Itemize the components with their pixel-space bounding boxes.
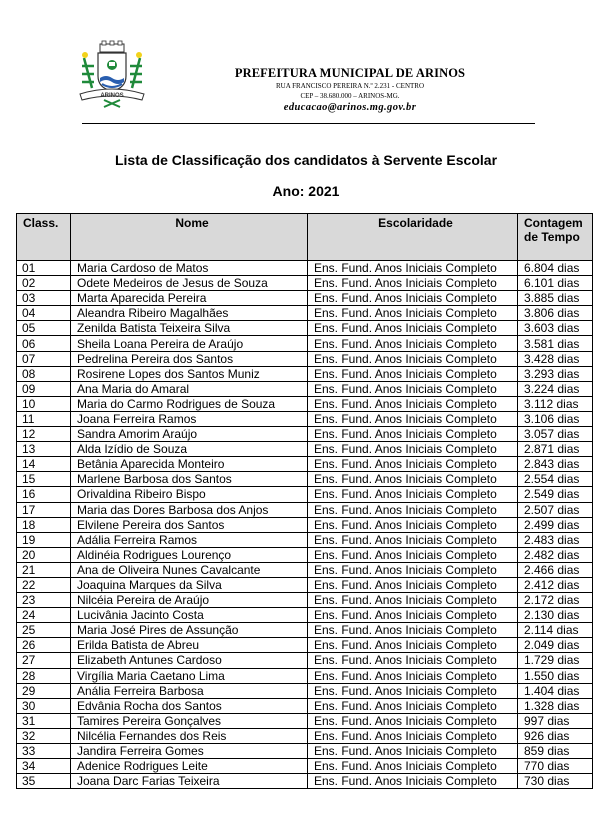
header-contagem-de-tempo: Contagem de Tempo <box>518 214 593 261</box>
cell-nome: Erilda Batista de Abreu <box>71 638 308 653</box>
cell-nome: Maria do Carmo Rodrigues de Souza <box>71 396 308 411</box>
cell-class: 26 <box>17 638 71 653</box>
cell-nome: Aleandra Ribeiro Magalhães <box>71 306 308 321</box>
cell-contagem: 3.293 dias <box>518 366 593 381</box>
cell-class: 20 <box>17 547 71 562</box>
header-nome: Nome <box>71 214 308 261</box>
cell-contagem: 2.483 dias <box>518 532 593 547</box>
letterhead <box>0 0 612 130</box>
cell-class: 19 <box>17 532 71 547</box>
cell-escolaridade: Ens. Fund. Anos Iniciais Completo <box>308 532 518 547</box>
cell-class: 05 <box>17 321 71 336</box>
cell-contagem: 1.328 dias <box>518 698 593 713</box>
cell-contagem: 6.804 dias <box>518 261 593 276</box>
cell-class: 14 <box>17 457 71 472</box>
cell-contagem: 2.172 dias <box>518 593 593 608</box>
cell-nome: Maria Cardoso de Matos <box>71 261 308 276</box>
address-line: RUA FRANCISCO PEREIRA N.º 2.231 - CENTRO <box>275 82 425 90</box>
cell-nome: Marta Aparecida Pereira <box>71 291 308 306</box>
cell-contagem: 3.581 dias <box>518 336 593 351</box>
cell-contagem: 2.843 dias <box>518 457 593 472</box>
cell-escolaridade: Ens. Fund. Anos Iniciais Completo <box>308 547 518 562</box>
cell-class: 29 <box>17 683 71 698</box>
cell-contagem: 1.729 dias <box>518 653 593 668</box>
table-row <box>17 668 593 683</box>
cell-nome: Sheila Loana Pereira de Araújo <box>71 336 308 351</box>
cell-contagem: 2.130 dias <box>518 608 593 623</box>
cell-escolaridade: Ens. Fund. Anos Iniciais Completo <box>308 744 518 759</box>
header-escolaridade: Escolaridade <box>308 214 518 261</box>
cell-contagem: 2.871 dias <box>518 442 593 457</box>
cell-nome: Ana de Oliveira Nunes Cavalcante <box>71 562 308 577</box>
cell-escolaridade: Ens. Fund. Anos Iniciais Completo <box>308 351 518 366</box>
cell-class: 35 <box>17 774 71 789</box>
cell-contagem: 1.404 dias <box>518 683 593 698</box>
table-row <box>17 442 593 457</box>
cell-escolaridade: Ens. Fund. Anos Iniciais Completo <box>308 638 518 653</box>
cell-escolaridade: Ens. Fund. Anos Iniciais Completo <box>308 381 518 396</box>
cell-nome: Ana Maria do Amaral <box>71 381 308 396</box>
cell-escolaridade: Ens. Fund. Anos Iniciais Completo <box>308 653 518 668</box>
cell-nome: Adália Ferreira Ramos <box>71 532 308 547</box>
cell-contagem: 2.114 dias <box>518 623 593 638</box>
cell-nome: Edvânia Rocha dos Santos <box>71 698 308 713</box>
cell-escolaridade: Ens. Fund. Anos Iniciais Completo <box>308 457 518 472</box>
table-row <box>17 502 593 517</box>
cell-contagem: 770 dias <box>518 759 593 774</box>
classification-table <box>16 213 593 789</box>
table-row <box>17 291 593 306</box>
cell-escolaridade: Ens. Fund. Anos Iniciais Completo <box>308 291 518 306</box>
cell-class: 28 <box>17 668 71 683</box>
cell-escolaridade: Ens. Fund. Anos Iniciais Completo <box>308 562 518 577</box>
cell-class: 15 <box>17 472 71 487</box>
cell-nome: Adenice Rodrigues Leite <box>71 759 308 774</box>
cell-contagem: 997 dias <box>518 713 593 728</box>
cell-nome: Marlene Barbosa dos Santos <box>71 472 308 487</box>
cell-contagem: 2.412 dias <box>518 577 593 592</box>
table-row <box>17 562 593 577</box>
table-row <box>17 457 593 472</box>
cell-class: 24 <box>17 608 71 623</box>
cell-class: 34 <box>17 759 71 774</box>
cell-contagem: 730 dias <box>518 774 593 789</box>
table-row <box>17 472 593 487</box>
cell-nome: Orivaldina Ribeiro Bispo <box>71 487 308 502</box>
cell-contagem: 2.049 dias <box>518 638 593 653</box>
table-row <box>17 487 593 502</box>
cell-class: 09 <box>17 381 71 396</box>
cell-contagem: 3.885 dias <box>518 291 593 306</box>
table-row <box>17 366 593 381</box>
table-row <box>17 774 593 789</box>
cell-nome: Maria das Dores Barbosa dos Anjos <box>71 502 308 517</box>
cell-escolaridade: Ens. Fund. Anos Iniciais Completo <box>308 713 518 728</box>
cell-class: 08 <box>17 366 71 381</box>
cell-escolaridade: Ens. Fund. Anos Iniciais Completo <box>308 593 518 608</box>
cell-class: 16 <box>17 487 71 502</box>
cell-class: 01 <box>17 261 71 276</box>
cell-escolaridade: Ens. Fund. Anos Iniciais Completo <box>308 608 518 623</box>
table-row <box>17 547 593 562</box>
cell-class: 21 <box>17 562 71 577</box>
cell-class: 04 <box>17 306 71 321</box>
cell-escolaridade: Ens. Fund. Anos Iniciais Completo <box>308 577 518 592</box>
cell-contagem: 6.101 dias <box>518 276 593 291</box>
cell-nome: Zenilda Batista Teixeira Silva <box>71 321 308 336</box>
cell-nome: Anália Ferreira Barbosa <box>71 683 308 698</box>
cell-nome: Odete Medeiros de Jesus de Souza <box>71 276 308 291</box>
cell-class: 23 <box>17 593 71 608</box>
cell-escolaridade: Ens. Fund. Anos Iniciais Completo <box>308 261 518 276</box>
table-row <box>17 411 593 426</box>
cell-nome: Alda Izídio de Souza <box>71 442 308 457</box>
cell-contagem: 2.482 dias <box>518 547 593 562</box>
cell-contagem: 2.507 dias <box>518 502 593 517</box>
cell-escolaridade: Ens. Fund. Anos Iniciais Completo <box>308 276 518 291</box>
table-row <box>17 593 593 608</box>
cell-class: 13 <box>17 442 71 457</box>
table-row <box>17 698 593 713</box>
cell-escolaridade: Ens. Fund. Anos Iniciais Completo <box>308 774 518 789</box>
table-row <box>17 653 593 668</box>
cell-escolaridade: Ens. Fund. Anos Iniciais Completo <box>308 442 518 457</box>
cell-nome: Maria José Pires de Assunção <box>71 623 308 638</box>
table-row <box>17 276 593 291</box>
cell-escolaridade: Ens. Fund. Anos Iniciais Completo <box>308 728 518 743</box>
cell-nome: Elvilene Pereira dos Santos <box>71 517 308 532</box>
cell-class: 18 <box>17 517 71 532</box>
table-row <box>17 683 593 698</box>
header-class: Class. <box>17 214 71 261</box>
letterhead-divider <box>82 123 535 124</box>
email-address: educacao@arinos.mg.gov.br <box>283 102 417 113</box>
cell-escolaridade: Ens. Fund. Anos Iniciais Completo <box>308 623 518 638</box>
cell-nome: Jandira Ferreira Gomes <box>71 744 308 759</box>
table-row <box>17 336 593 351</box>
cell-class: 31 <box>17 713 71 728</box>
cell-class: 10 <box>17 396 71 411</box>
cell-nome: Sandra Amorim Araújo <box>71 427 308 442</box>
table-row <box>17 713 593 728</box>
cell-class: 33 <box>17 744 71 759</box>
cell-nome: Elizabeth Antunes Cardoso <box>71 653 308 668</box>
document-year: Ano: 2021 <box>272 183 340 199</box>
cell-nome: Rosirene Lopes dos Santos Muniz <box>71 366 308 381</box>
table-row <box>17 381 593 396</box>
cell-nome: Aldinéia Rodrigues Lourenço <box>71 547 308 562</box>
table-row <box>17 608 593 623</box>
cell-contagem: 2.499 dias <box>518 517 593 532</box>
table-row <box>17 351 593 366</box>
cell-contagem: 3.112 dias <box>518 396 593 411</box>
cell-contagem: 2.466 dias <box>518 562 593 577</box>
cell-nome: Joana Darc Farias Teixeira <box>71 774 308 789</box>
cell-class: 32 <box>17 728 71 743</box>
cell-contagem: 2.549 dias <box>518 487 593 502</box>
cell-escolaridade: Ens. Fund. Anos Iniciais Completo <box>308 396 518 411</box>
table-row <box>17 728 593 743</box>
cell-escolaridade: Ens. Fund. Anos Iniciais Completo <box>308 502 518 517</box>
cell-escolaridade: Ens. Fund. Anos Iniciais Completo <box>308 668 518 683</box>
svg-text:ARINOS: ARINOS <box>100 93 124 99</box>
cell-nome: Joaquina Marques da Silva <box>71 577 308 592</box>
cell-escolaridade: Ens. Fund. Anos Iniciais Completo <box>308 306 518 321</box>
table-header-row <box>17 214 593 261</box>
cell-nome: Tamires Pereira Gonçalves <box>71 713 308 728</box>
cell-contagem: 3.057 dias <box>518 427 593 442</box>
cell-escolaridade: Ens. Fund. Anos Iniciais Completo <box>308 336 518 351</box>
document-title: Lista de Classificação dos candidatos à Servente Escolar <box>114 152 498 168</box>
table-row <box>17 759 593 774</box>
table-row <box>17 321 593 336</box>
cell-class: 30 <box>17 698 71 713</box>
table-row <box>17 744 593 759</box>
cell-escolaridade: Ens. Fund. Anos Iniciais Completo <box>308 759 518 774</box>
cell-contagem: 3.603 dias <box>518 321 593 336</box>
cell-class: 02 <box>17 276 71 291</box>
coat-of-arms-icon <box>76 40 148 108</box>
cell-class: 27 <box>17 653 71 668</box>
cep-line: CEP – 38.680.000 – ARINOS-MG. <box>300 92 400 100</box>
municipality-title: PREFEITURA MUNICIPAL DE ARINOS <box>234 66 466 80</box>
cell-contagem: 2.554 dias <box>518 472 593 487</box>
table-row <box>17 261 593 276</box>
cell-escolaridade: Ens. Fund. Anos Iniciais Completo <box>308 698 518 713</box>
cell-class: 25 <box>17 623 71 638</box>
cell-class: 07 <box>17 351 71 366</box>
cell-contagem: 3.224 dias <box>518 381 593 396</box>
table-row <box>17 306 593 321</box>
cell-class: 17 <box>17 502 71 517</box>
cell-nome: Nilcéia Pereira de Araújo <box>71 593 308 608</box>
cell-nome: Joana Ferreira Ramos <box>71 411 308 426</box>
table-row <box>17 623 593 638</box>
table-row <box>17 577 593 592</box>
cell-escolaridade: Ens. Fund. Anos Iniciais Completo <box>308 411 518 426</box>
cell-class: 03 <box>17 291 71 306</box>
table-body <box>17 261 593 789</box>
cell-escolaridade: Ens. Fund. Anos Iniciais Completo <box>308 427 518 442</box>
cell-contagem: 1.550 dias <box>518 668 593 683</box>
cell-nome: Lucivânia Jacinto Costa <box>71 608 308 623</box>
table-row <box>17 396 593 411</box>
cell-nome: Pedrelina Pereira dos Santos <box>71 351 308 366</box>
table-row <box>17 427 593 442</box>
table-row <box>17 517 593 532</box>
cell-class: 06 <box>17 336 71 351</box>
cell-contagem: 3.806 dias <box>518 306 593 321</box>
cell-escolaridade: Ens. Fund. Anos Iniciais Completo <box>308 321 518 336</box>
cell-class: 11 <box>17 411 71 426</box>
cell-escolaridade: Ens. Fund. Anos Iniciais Completo <box>308 517 518 532</box>
cell-contagem: 3.106 dias <box>518 411 593 426</box>
cell-contagem: 926 dias <box>518 728 593 743</box>
cell-escolaridade: Ens. Fund. Anos Iniciais Completo <box>308 487 518 502</box>
cell-escolaridade: Ens. Fund. Anos Iniciais Completo <box>308 683 518 698</box>
cell-contagem: 3.428 dias <box>518 351 593 366</box>
cell-nome: Nilcélia Fernandes dos Reis <box>71 728 308 743</box>
cell-escolaridade: Ens. Fund. Anos Iniciais Completo <box>308 472 518 487</box>
cell-class: 12 <box>17 427 71 442</box>
letterhead-text <box>160 66 540 115</box>
cell-nome: Virgília Maria Caetano Lima <box>71 668 308 683</box>
cell-escolaridade: Ens. Fund. Anos Iniciais Completo <box>308 366 518 381</box>
cell-contagem: 859 dias <box>518 744 593 759</box>
cell-nome: Betânia Aparecida Monteiro <box>71 457 308 472</box>
table-row <box>17 532 593 547</box>
table-row <box>17 638 593 653</box>
cell-class: 22 <box>17 577 71 592</box>
